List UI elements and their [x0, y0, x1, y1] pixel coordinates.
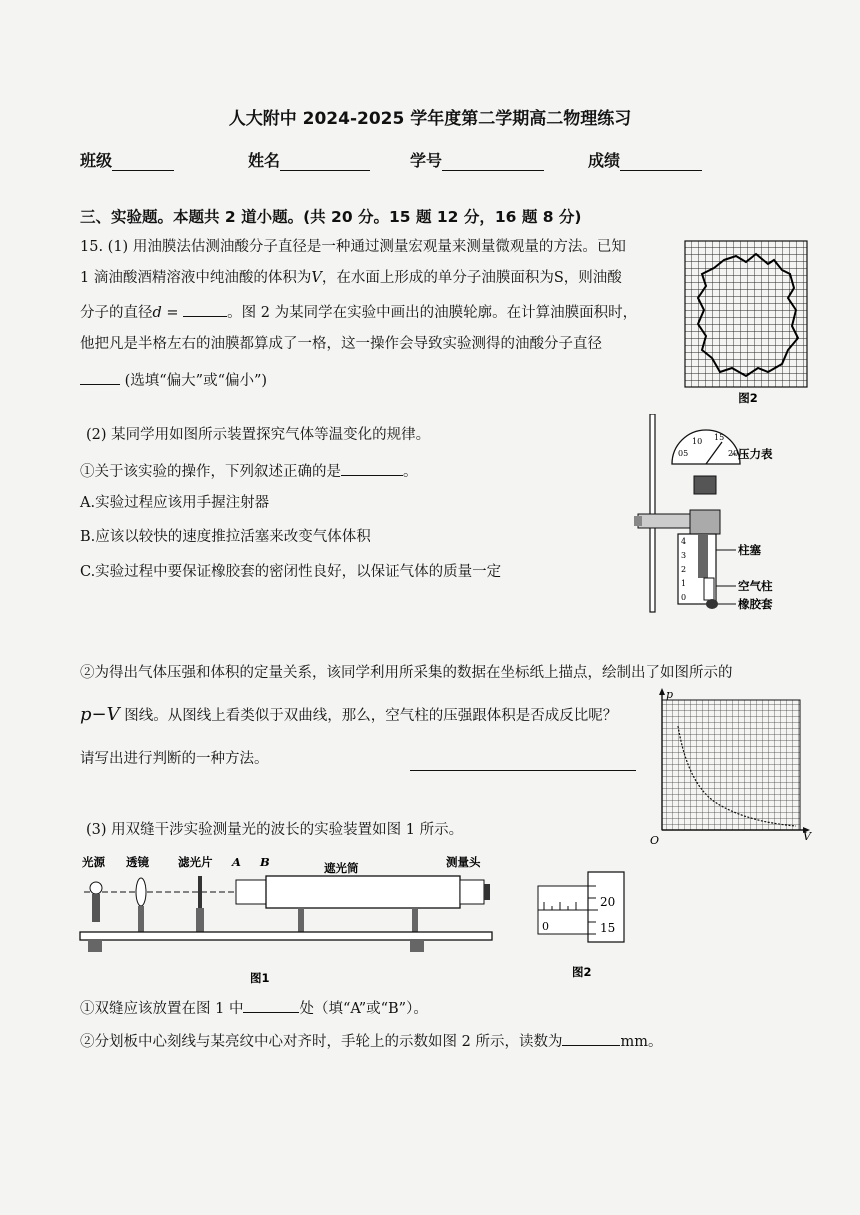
label-a: A [232, 855, 241, 869]
gauge-tick-10: 10 [692, 437, 703, 446]
q15-p2-q2-line2: p−V 图线。从图线上看类似于双曲线，那么，空气柱的压强跟体积是否成反比呢？ [80, 704, 618, 725]
answer-blank-bias[interactable] [80, 370, 120, 385]
class-field[interactable] [80, 148, 174, 171]
q15-p2-intro: (2) 某同学用如图所示装置探究气体等温变化的规律。 [86, 427, 431, 443]
scale-tick-4: 4 [681, 537, 687, 546]
scale-tick-0: 0 [681, 593, 687, 602]
fig2-label: 图2 [572, 965, 592, 979]
option-c: C.实验过程中要保证橡胶套的密闭性良好，以保证气体的质量一定 [80, 564, 502, 580]
pv-grid [662, 700, 800, 830]
y-axis-label: p [666, 688, 674, 701]
label-gauge: 压力表 [738, 447, 773, 461]
bench-foot-left [88, 940, 102, 952]
q15-p1-line2: 1 滴油酸酒精溶液中纯油酸的体积为V，在水面上形成的单分子油膜面积为S，则油酸 [80, 270, 622, 286]
air-column [704, 578, 714, 600]
pv-graph [648, 686, 816, 846]
name-label: 姓名 [248, 151, 281, 170]
measuring-head [460, 880, 484, 904]
q15-p1-line5: (选填“偏大”或“偏小”) [80, 370, 267, 390]
measuring-head-knob [484, 884, 490, 900]
label-tube: 遮光筒 [324, 861, 359, 875]
q15-p1-line4: 他把凡是半格左右的油膜都算成了一格，这一操作会导致实验测得的油酸分子直径 [80, 336, 602, 352]
score-field[interactable] [588, 148, 702, 171]
slit-holder [236, 880, 266, 904]
sleeve-zero: 0 [542, 920, 549, 933]
page-title: 人大附中 2024-2025 学年度第二学期高二物理练习 [228, 109, 632, 129]
gauge-connector [694, 476, 716, 494]
section-heading: 三、实验题。本题共 2 道小题。(共 20 分。15 题 12 分，16 题 8 分) [80, 208, 582, 226]
q15-p3-q2: ②分划板中心刻线与某亮纹中心对齐时，手轮上的示数如图 2 所示，读数为 mm。 [80, 1031, 662, 1051]
lens-icon [136, 878, 146, 906]
light-source-stand [92, 894, 100, 922]
origin-label: O [650, 834, 660, 846]
q15-p3-intro: (3) 用双缝干涉实验测量光的波长的实验装置如图 1 所示。 [86, 822, 464, 838]
double-slit-setup-figure [74, 850, 504, 986]
light-shield-tube [266, 876, 460, 908]
student-id-label: 学号 [410, 151, 443, 170]
var-v: V [311, 270, 322, 286]
scale-tick-2: 2 [681, 565, 687, 574]
gauge-tick-05: 05 [678, 449, 689, 458]
label-filter: 滤光片 [178, 855, 213, 869]
y-axis-arrow-icon [659, 688, 665, 695]
answer-blank-slit-position[interactable] [243, 998, 299, 1013]
q15-p2-q2-line1: ②为得出气体压强和体积的定量关系，该同学利用所采集的数据在坐标纸上描点，绘制出了如图所示的 [80, 665, 733, 681]
q15-p1-line1: 15. (1) 用油膜法估测油酸分子直径是一种通过测量宏观量来测量微观量的方法。已知 [80, 239, 626, 255]
q15-p3-q1: ①双缝应该放置在图 1 中 处（填“A”或“B”）。 [80, 998, 428, 1018]
filter-icon [198, 876, 202, 908]
lens-stand [138, 906, 144, 932]
name-field[interactable] [248, 148, 370, 171]
stand-rod [650, 414, 655, 612]
syringe-apparatus-figure [632, 414, 792, 614]
student-id-field[interactable] [410, 148, 544, 171]
pressure-gauge [672, 430, 740, 464]
answer-blank-operation[interactable] [341, 461, 403, 476]
scale-tick-3: 3 [681, 551, 687, 560]
q15-p1-line3: 分子的直径d = 。图 2 为某同学在实验中画出的油膜轮廓。在计算油膜面积时， [80, 302, 637, 322]
clamp [638, 514, 698, 528]
filter-stand [196, 908, 204, 932]
var-pv: p−V [80, 704, 120, 725]
label-piston: 柱塞 [738, 543, 761, 557]
tube-stand-2 [412, 908, 418, 932]
fig-oil-label: 图2 [738, 391, 758, 405]
score-label: 成绩 [588, 151, 621, 170]
label-head: 测量头 [446, 855, 481, 869]
clamp-knob [634, 516, 642, 526]
label-b: B [260, 855, 270, 869]
tube-stand-1 [298, 908, 304, 932]
plunger [698, 534, 708, 578]
thimble-15: 15 [600, 921, 616, 935]
x-axis-label: V [803, 830, 811, 843]
rubber-cap [706, 599, 718, 609]
var-d: d [152, 305, 162, 321]
thimble-20: 20 [600, 895, 616, 909]
option-a: A.实验过程应该用手握注射器 [80, 495, 270, 511]
micrometer-figure [532, 866, 640, 982]
gauge-tick-15: 15 [714, 433, 725, 442]
label-rubber-cap: 橡胶套 [738, 597, 773, 611]
answer-line-method[interactable] [410, 770, 636, 771]
optical-bench [80, 932, 492, 940]
label-lens: 透镜 [126, 855, 149, 869]
scale-tick-1: 1 [681, 579, 687, 588]
gauge-tick-20: 20 [728, 449, 739, 458]
bulb-icon [90, 882, 102, 894]
fig1-label: 图1 [250, 971, 270, 985]
class-label: 班级 [80, 151, 113, 170]
option-b: B.应该以较快的速度推拉活塞来改变气体体积 [80, 529, 371, 545]
q15-p2-q2-line3: 请写出进行判断的一种方法。 [80, 751, 269, 767]
bench-foot-right [410, 940, 424, 952]
label-light-source: 光源 [82, 855, 105, 869]
oil-film-figure [684, 240, 810, 405]
label-air-column: 空气柱 [738, 579, 773, 593]
answer-blank-d[interactable] [183, 302, 227, 317]
q15-p2-q1: ①关于该实验的操作，下列叙述正确的是 。 [80, 461, 418, 481]
syringe-top [690, 510, 720, 534]
answer-blank-reading[interactable] [562, 1031, 620, 1046]
